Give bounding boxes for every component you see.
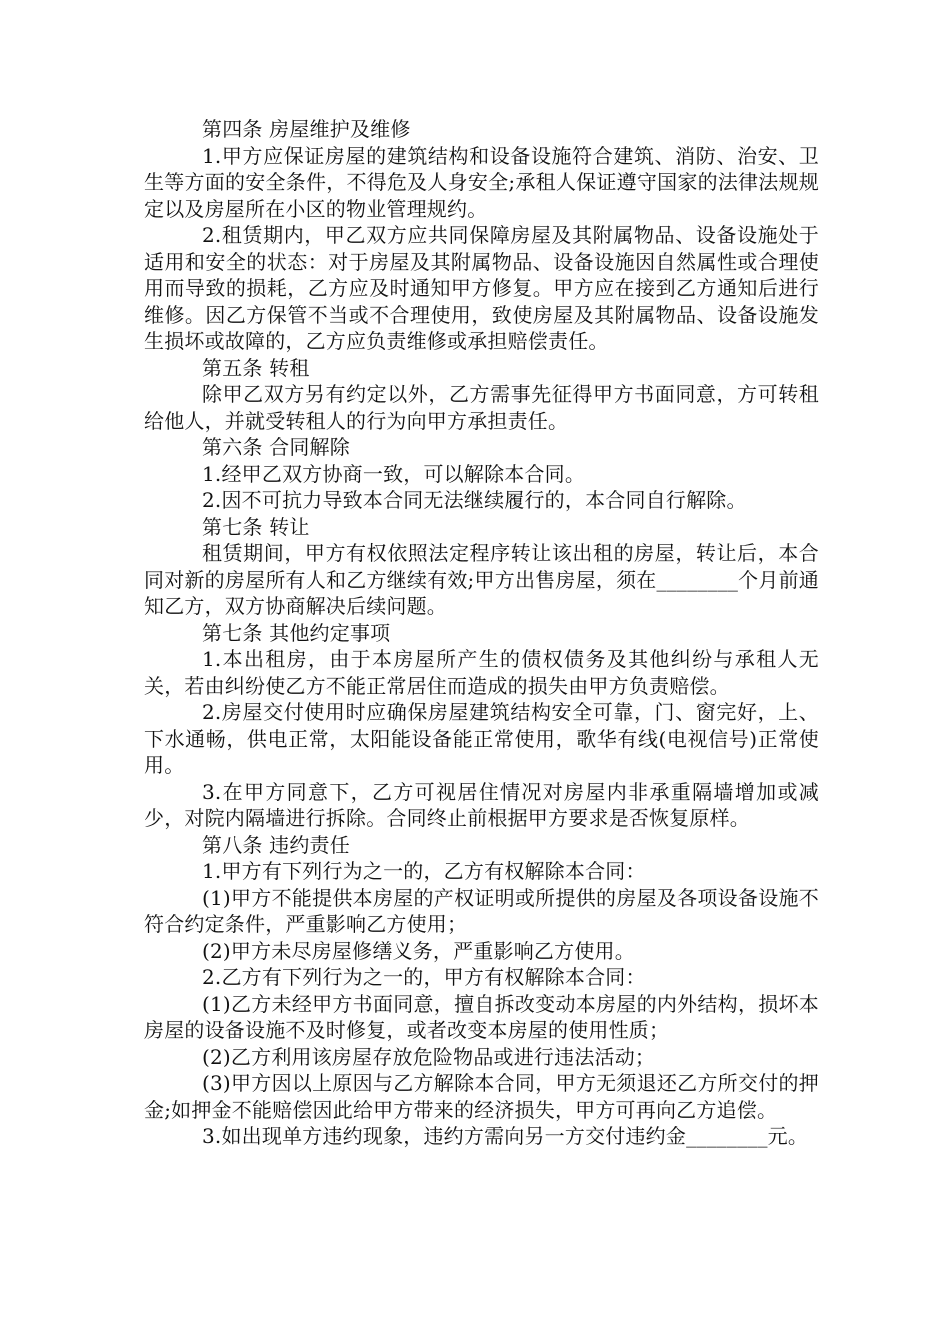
clause-paragraph: 除甲乙双方另有约定以外，乙方需事先征得甲方书面同意，方可转租给他人，并就受转租人的行为向甲方承担责任。 xyxy=(144,382,819,433)
section-heading-5: 第五条 转租 xyxy=(202,355,310,380)
clause-paragraph: 3.如出现单方违约现象，违约方需向另一方交付违约金________元。 xyxy=(202,1124,809,1148)
clause-paragraph: 租赁期间，甲方有权依照法定程序转让该出租的房屋，转让后，本合同对新的房屋所有人和乙方继续有效;甲方出售房屋，须在________个月前通知乙方，双方协商解决后续问题。 xyxy=(144,541,819,618)
clause-subitem: (1)乙方未经甲方书面同意，擅自拆改变动本房屋的内外结构，损坏本房屋的设备设施不及时修复，或者改变本房屋的使用性质； xyxy=(144,991,819,1042)
section-heading-7-other: 第七条 其他约定事项 xyxy=(202,620,391,645)
clause-subitem: (2)乙方利用该房屋存放危险物品或进行违法活动； xyxy=(202,1044,656,1069)
clause-subitem: (1)甲方不能提供本房屋的产权证明或所提供的房屋及各项设备设施不符合约定条件，严重影响乙方使用； xyxy=(144,885,819,936)
clause-subitem: (3)甲方因以上原因与乙方解除本合同，甲方无须退还乙方所交付的押金;如押金不能赔偿因此给甲方带来的经济损失，甲方可再向乙方追偿。 xyxy=(144,1071,819,1122)
clause-paragraph: 1.甲方应保证房屋的建筑结构和设备设施符合建筑、消防、治安、卫生等方面的安全条件，不得危及人身安全;承租人保证遵守国家的法律法规规定以及房屋所在小区的物业管理规约。 xyxy=(144,143,819,221)
clause-paragraph: 2.因不可抗力导致本合同无法继续履行的，本合同自行解除。 xyxy=(202,488,747,512)
section-heading-6: 第六条 合同解除 xyxy=(202,435,350,459)
section-heading-7-transfer: 第七条 转让 xyxy=(202,514,310,539)
clause-paragraph: 1.经甲乙双方协商一致，可以解除本合同。 xyxy=(202,461,586,486)
clause-paragraph: 2.房屋交付使用时应确保房屋建筑结构安全可靠，门、窗完好，上、下水通畅，供电正常，太阳能设备能正常使用，歌华有线(电视信号)正常使用。 xyxy=(144,700,819,777)
clause-paragraph: 1.本出租房，由于本房屋所产生的债权债务及其他纠纷与承租人无关，若由纠纷使乙方不能正常居住而造成的损失由甲方负责赔偿。 xyxy=(144,647,819,698)
section-heading-4: 第四条 房屋维护及维修 xyxy=(202,117,411,141)
section-heading-8: 第八条 违约责任 xyxy=(202,832,350,857)
clause-paragraph: 2.乙方有下列行为之一的，甲方有权解除本合同： xyxy=(202,965,646,989)
clause-paragraph: 2.租赁期内，甲乙双方应共同保障房屋及其附属物品、设备设施处于适用和安全的状态：对于房屋及其附属物品、设备设施因自然属性或合理使用而导致的损耗，乙方应及时通知甲方修复。甲方应在接到乙方通知后进行维修。因乙方保管不当或不合理使用，致使房屋及其附属物品、设备设施发生损坏或故障的，乙方应负责维修或承担赔偿责任。 xyxy=(144,223,819,353)
contract-body xyxy=(144,116,819,1150)
clause-subitem: (2)甲方未尽房屋修缮义务，严重影响乙方使用。 xyxy=(202,938,635,963)
clause-paragraph: 1.甲方有下列行为之一的，乙方有权解除本合同： xyxy=(202,859,646,883)
clause-paragraph: 3.在甲方同意下，乙方可视居住情况对房屋内非承重隔墙增加或减少，对院内隔墙进行拆除。合同终止前根据甲方要求是否恢复原样。 xyxy=(144,779,819,830)
